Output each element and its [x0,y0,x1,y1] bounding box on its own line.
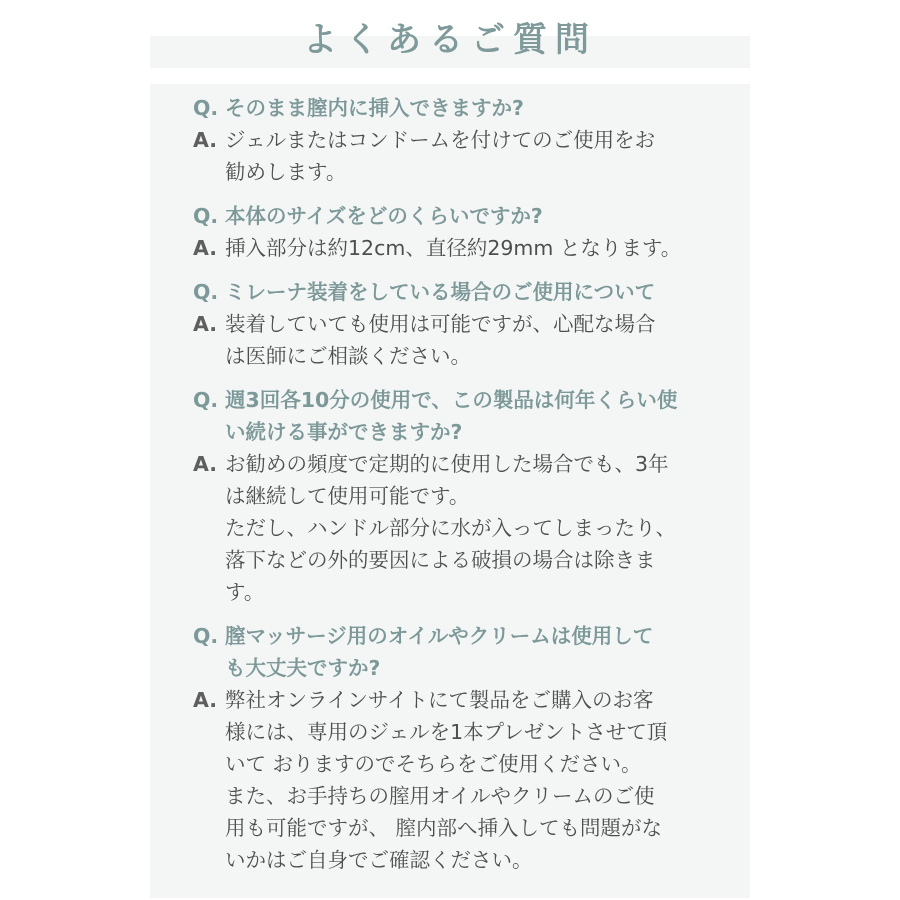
faq-question [193,92,723,124]
question-marker: Q. [193,624,219,648]
answer-text: 装着していても使用は可能ですが、心配な場合 は医師にご相談ください。 [225,312,656,368]
faq-item [193,620,723,876]
answer-marker: A. [193,688,218,712]
faq-question [193,384,723,448]
answer-marker: A. [193,312,218,336]
question-marker: Q. [193,280,219,304]
faq-answer [193,684,723,876]
faq-question [193,620,723,684]
question-text: 本体のサイズをどのくらいですか? [225,204,543,228]
faq-question [193,200,723,232]
faq-item [193,92,723,188]
faq-item [193,276,723,372]
question-marker: Q. [193,204,219,228]
question-marker: Q. [193,388,219,412]
faq-item [193,384,723,608]
question-text: 週3回各10分の使用で、この製品は何年くらい使 い続ける事ができますか? [225,388,678,444]
question-text: ミレーナ装着をしている場合のご使用について [225,280,656,304]
question-text: 膣マッサージ用のオイルやクリームは使用して も大丈夫ですか? [225,624,654,680]
answer-text: ジェルまたはコンドームを付けてのご使用をお 勧めします。 [225,128,656,184]
answer-marker: A. [193,236,218,260]
answer-marker: A. [193,128,218,152]
faq-list [193,92,723,876]
question-marker: Q. [193,96,219,120]
faq-answer [193,232,723,264]
question-text: そのまま膣内に挿入できますか? [225,96,524,120]
answer-text: お勧めの頻度で定期的に使用した場合でも、3年 は継続して使用可能です。 ただし、ハンドル部分に水が入ってしまったり、 落下などの外的要因による破損の場合は除きま す。 [225,452,676,604]
answer-marker: A. [193,452,218,476]
faq-item [193,200,723,264]
faq-question [193,276,723,308]
faq-answer [193,448,723,608]
answer-text: 弊社オンラインサイトにて製品をご購入のお客 様には、専用のジェルを1本プレゼントさせて頂 いて おりますのでそちらをご使用ください。 また、お手持ちの膣用オイルやクリームのご使 用も可能ですが、 膣内部へ挿入しても問題がな いかはご自身でご確認ください。 [225,688,668,872]
page-title: よくあるご質問 [303,20,597,60]
answer-text: 挿入部分は約12cm、直径約29mm となります。 [225,236,682,260]
faq-answer [193,124,723,188]
faq-answer [193,308,723,372]
